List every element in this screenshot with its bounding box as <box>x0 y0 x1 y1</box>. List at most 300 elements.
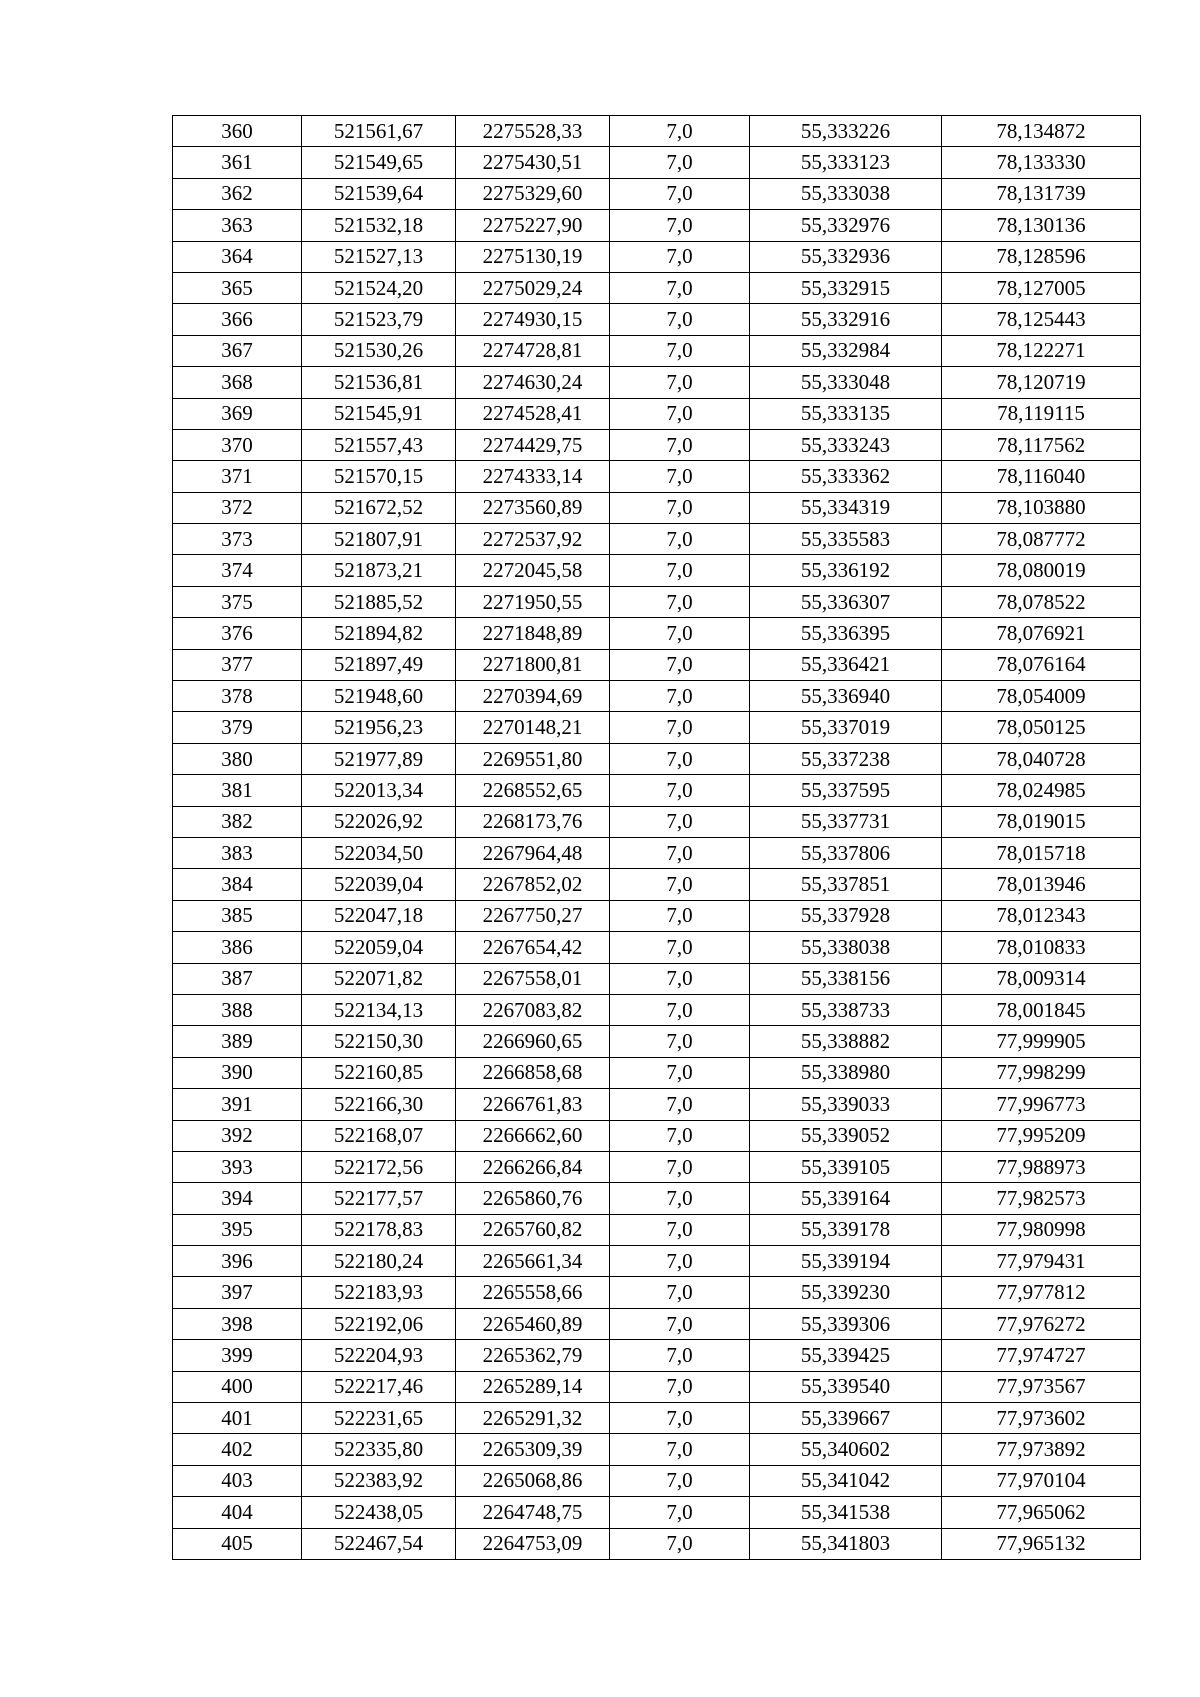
point-number-cell: 404 <box>173 1497 302 1528</box>
x-coordinate-cell: 521536,81 <box>302 367 456 398</box>
y-coordinate-cell: 2265860,76 <box>456 1183 610 1214</box>
x-coordinate-cell: 521532,18 <box>302 210 456 241</box>
y-coordinate-cell: 2264753,09 <box>456 1528 610 1559</box>
y-coordinate-cell: 2266266,84 <box>456 1151 610 1182</box>
table-row <box>173 398 1141 429</box>
tolerance-cell: 7,0 <box>610 1120 750 1151</box>
longitude-cell: 78,117562 <box>942 429 1141 460</box>
y-coordinate-cell: 2272045,58 <box>456 555 610 586</box>
table-row <box>173 335 1141 366</box>
tolerance-cell: 7,0 <box>610 1308 750 1339</box>
latitude-cell: 55,332984 <box>750 335 942 366</box>
point-number-cell: 382 <box>173 806 302 837</box>
y-coordinate-cell: 2265760,82 <box>456 1214 610 1245</box>
latitude-cell: 55,333123 <box>750 147 942 178</box>
latitude-cell: 55,339164 <box>750 1183 942 1214</box>
y-coordinate-cell: 2271950,55 <box>456 586 610 617</box>
tolerance-cell: 7,0 <box>610 1465 750 1496</box>
y-coordinate-cell: 2275029,24 <box>456 272 610 303</box>
latitude-cell: 55,339230 <box>750 1277 942 1308</box>
tolerance-cell: 7,0 <box>610 1403 750 1434</box>
latitude-cell: 55,336307 <box>750 586 942 617</box>
table-row <box>173 994 1141 1025</box>
point-number-cell: 394 <box>173 1183 302 1214</box>
tolerance-cell: 7,0 <box>610 241 750 272</box>
point-number-cell: 371 <box>173 461 302 492</box>
longitude-cell: 77,998299 <box>942 1057 1141 1088</box>
point-number-cell: 367 <box>173 335 302 366</box>
point-number-cell: 392 <box>173 1120 302 1151</box>
tolerance-cell: 7,0 <box>610 555 750 586</box>
tolerance-cell: 7,0 <box>610 461 750 492</box>
table-row <box>173 1026 1141 1057</box>
tolerance-cell: 7,0 <box>610 681 750 712</box>
tolerance-cell: 7,0 <box>610 649 750 680</box>
table-row <box>173 304 1141 335</box>
point-number-cell: 387 <box>173 963 302 994</box>
y-coordinate-cell: 2268552,65 <box>456 775 610 806</box>
y-coordinate-cell: 2269551,80 <box>456 743 610 774</box>
latitude-cell: 55,339052 <box>750 1120 942 1151</box>
latitude-cell: 55,332916 <box>750 304 942 335</box>
x-coordinate-cell: 521549,65 <box>302 147 456 178</box>
table-row <box>173 367 1141 398</box>
latitude-cell: 55,339425 <box>750 1340 942 1371</box>
y-coordinate-cell: 2270148,21 <box>456 712 610 743</box>
y-coordinate-cell: 2274728,81 <box>456 335 610 366</box>
y-coordinate-cell: 2265291,32 <box>456 1403 610 1434</box>
x-coordinate-cell: 521894,82 <box>302 618 456 649</box>
point-number-cell: 362 <box>173 178 302 209</box>
longitude-cell: 77,988973 <box>942 1151 1141 1182</box>
tolerance-cell: 7,0 <box>610 806 750 837</box>
x-coordinate-cell: 521557,43 <box>302 429 456 460</box>
table-row <box>173 147 1141 178</box>
table-row <box>173 649 1141 680</box>
tolerance-cell: 7,0 <box>610 1340 750 1371</box>
longitude-cell: 77,973602 <box>942 1403 1141 1434</box>
longitude-cell: 78,015718 <box>942 837 1141 868</box>
x-coordinate-cell: 521873,21 <box>302 555 456 586</box>
point-number-cell: 374 <box>173 555 302 586</box>
y-coordinate-cell: 2266960,65 <box>456 1026 610 1057</box>
longitude-cell: 78,024985 <box>942 775 1141 806</box>
y-coordinate-cell: 2267654,42 <box>456 932 610 963</box>
latitude-cell: 55,339540 <box>750 1371 942 1402</box>
point-number-cell: 377 <box>173 649 302 680</box>
table-row <box>173 461 1141 492</box>
point-number-cell: 383 <box>173 837 302 868</box>
table-row <box>173 116 1141 147</box>
latitude-cell: 55,337595 <box>750 775 942 806</box>
tolerance-cell: 7,0 <box>610 1089 750 1120</box>
y-coordinate-cell: 2265460,89 <box>456 1308 610 1339</box>
tolerance-cell: 7,0 <box>610 712 750 743</box>
x-coordinate-cell: 521524,20 <box>302 272 456 303</box>
point-number-cell: 361 <box>173 147 302 178</box>
table-row <box>173 1340 1141 1371</box>
longitude-cell: 78,078522 <box>942 586 1141 617</box>
y-coordinate-cell: 2264748,75 <box>456 1497 610 1528</box>
x-coordinate-cell: 521523,79 <box>302 304 456 335</box>
x-coordinate-cell: 521977,89 <box>302 743 456 774</box>
table-row <box>173 1277 1141 1308</box>
point-number-cell: 365 <box>173 272 302 303</box>
longitude-cell: 78,050125 <box>942 712 1141 743</box>
x-coordinate-cell: 521672,52 <box>302 492 456 523</box>
longitude-cell: 77,973892 <box>942 1434 1141 1465</box>
table-row <box>173 1214 1141 1245</box>
latitude-cell: 55,338156 <box>750 963 942 994</box>
latitude-cell: 55,337238 <box>750 743 942 774</box>
table-row <box>173 1246 1141 1277</box>
x-coordinate-cell: 522178,83 <box>302 1214 456 1245</box>
table-row <box>173 210 1141 241</box>
longitude-cell: 78,128596 <box>942 241 1141 272</box>
longitude-cell: 78,040728 <box>942 743 1141 774</box>
longitude-cell: 78,013946 <box>942 869 1141 900</box>
point-number-cell: 391 <box>173 1089 302 1120</box>
tolerance-cell: 7,0 <box>610 1026 750 1057</box>
longitude-cell: 77,965132 <box>942 1528 1141 1559</box>
x-coordinate-cell: 521561,67 <box>302 116 456 147</box>
table-row <box>173 837 1141 868</box>
latitude-cell: 55,339105 <box>750 1151 942 1182</box>
point-number-cell: 395 <box>173 1214 302 1245</box>
point-number-cell: 386 <box>173 932 302 963</box>
latitude-cell: 55,341538 <box>750 1497 942 1528</box>
x-coordinate-cell: 522034,50 <box>302 837 456 868</box>
y-coordinate-cell: 2267852,02 <box>456 869 610 900</box>
tolerance-cell: 7,0 <box>610 367 750 398</box>
latitude-cell: 55,334319 <box>750 492 942 523</box>
point-number-cell: 402 <box>173 1434 302 1465</box>
table-row <box>173 272 1141 303</box>
x-coordinate-cell: 522039,04 <box>302 869 456 900</box>
y-coordinate-cell: 2275227,90 <box>456 210 610 241</box>
table-row <box>173 1151 1141 1182</box>
point-number-cell: 405 <box>173 1528 302 1559</box>
table-row <box>173 1528 1141 1559</box>
point-number-cell: 366 <box>173 304 302 335</box>
longitude-cell: 78,103880 <box>942 492 1141 523</box>
y-coordinate-cell: 2275528,33 <box>456 116 610 147</box>
latitude-cell: 55,338980 <box>750 1057 942 1088</box>
tolerance-cell: 7,0 <box>610 524 750 555</box>
tolerance-cell: 7,0 <box>610 1183 750 1214</box>
table-row <box>173 1465 1141 1496</box>
tolerance-cell: 7,0 <box>610 869 750 900</box>
point-number-cell: 397 <box>173 1277 302 1308</box>
tolerance-cell: 7,0 <box>610 900 750 931</box>
x-coordinate-cell: 522177,57 <box>302 1183 456 1214</box>
x-coordinate-cell: 521530,26 <box>302 335 456 366</box>
longitude-cell: 78,076164 <box>942 649 1141 680</box>
table-row <box>173 1183 1141 1214</box>
point-number-cell: 364 <box>173 241 302 272</box>
x-coordinate-cell: 521897,49 <box>302 649 456 680</box>
point-number-cell: 370 <box>173 429 302 460</box>
latitude-cell: 55,333226 <box>750 116 942 147</box>
point-number-cell: 398 <box>173 1308 302 1339</box>
latitude-cell: 55,336421 <box>750 649 942 680</box>
table-row <box>173 712 1141 743</box>
point-number-cell: 401 <box>173 1403 302 1434</box>
longitude-cell: 77,995209 <box>942 1120 1141 1151</box>
point-number-cell: 368 <box>173 367 302 398</box>
table-row <box>173 1434 1141 1465</box>
table-row <box>173 492 1141 523</box>
x-coordinate-cell: 522204,93 <box>302 1340 456 1371</box>
point-number-cell: 376 <box>173 618 302 649</box>
table-row <box>173 681 1141 712</box>
latitude-cell: 55,332936 <box>750 241 942 272</box>
longitude-cell: 78,010833 <box>942 932 1141 963</box>
longitude-cell: 77,974727 <box>942 1340 1141 1371</box>
latitude-cell: 55,338882 <box>750 1026 942 1057</box>
table-row <box>173 963 1141 994</box>
longitude-cell: 78,125443 <box>942 304 1141 335</box>
y-coordinate-cell: 2265309,39 <box>456 1434 610 1465</box>
y-coordinate-cell: 2274333,14 <box>456 461 610 492</box>
tolerance-cell: 7,0 <box>610 1214 750 1245</box>
x-coordinate-cell: 521545,91 <box>302 398 456 429</box>
longitude-cell: 78,054009 <box>942 681 1141 712</box>
table-row <box>173 743 1141 774</box>
latitude-cell: 55,337806 <box>750 837 942 868</box>
point-number-cell: 385 <box>173 900 302 931</box>
y-coordinate-cell: 2273560,89 <box>456 492 610 523</box>
x-coordinate-cell: 522180,24 <box>302 1246 456 1277</box>
longitude-cell: 78,134872 <box>942 116 1141 147</box>
longitude-cell: 78,116040 <box>942 461 1141 492</box>
y-coordinate-cell: 2265362,79 <box>456 1340 610 1371</box>
tolerance-cell: 7,0 <box>610 775 750 806</box>
table-row <box>173 1371 1141 1402</box>
longitude-cell: 78,001845 <box>942 994 1141 1025</box>
table-row <box>173 618 1141 649</box>
y-coordinate-cell: 2272537,92 <box>456 524 610 555</box>
y-coordinate-cell: 2274429,75 <box>456 429 610 460</box>
table-row <box>173 1089 1141 1120</box>
tolerance-cell: 7,0 <box>610 178 750 209</box>
latitude-cell: 55,337019 <box>750 712 942 743</box>
longitude-cell: 77,980998 <box>942 1214 1141 1245</box>
latitude-cell: 55,332976 <box>750 210 942 241</box>
point-number-cell: 380 <box>173 743 302 774</box>
tolerance-cell: 7,0 <box>610 586 750 617</box>
x-coordinate-cell: 522217,46 <box>302 1371 456 1402</box>
x-coordinate-cell: 521807,91 <box>302 524 456 555</box>
table-row <box>173 900 1141 931</box>
table-row <box>173 1403 1141 1434</box>
latitude-cell: 55,333243 <box>750 429 942 460</box>
tolerance-cell: 7,0 <box>610 147 750 178</box>
latitude-cell: 55,332915 <box>750 272 942 303</box>
coordinates-table <box>172 115 1141 1560</box>
table-row <box>173 806 1141 837</box>
latitude-cell: 55,333048 <box>750 367 942 398</box>
latitude-cell: 55,335583 <box>750 524 942 555</box>
x-coordinate-cell: 522172,56 <box>302 1151 456 1182</box>
tolerance-cell: 7,0 <box>610 210 750 241</box>
tolerance-cell: 7,0 <box>610 1246 750 1277</box>
table-row <box>173 586 1141 617</box>
tolerance-cell: 7,0 <box>610 963 750 994</box>
x-coordinate-cell: 521956,23 <box>302 712 456 743</box>
point-number-cell: 373 <box>173 524 302 555</box>
latitude-cell: 55,337928 <box>750 900 942 931</box>
point-number-cell: 390 <box>173 1057 302 1088</box>
y-coordinate-cell: 2265661,34 <box>456 1246 610 1277</box>
x-coordinate-cell: 522071,82 <box>302 963 456 994</box>
longitude-cell: 77,976272 <box>942 1308 1141 1339</box>
table-row <box>173 178 1141 209</box>
y-coordinate-cell: 2266761,83 <box>456 1089 610 1120</box>
y-coordinate-cell: 2266858,68 <box>456 1057 610 1088</box>
x-coordinate-cell: 522183,93 <box>302 1277 456 1308</box>
tolerance-cell: 7,0 <box>610 743 750 774</box>
longitude-cell: 78,130136 <box>942 210 1141 241</box>
table-row <box>173 524 1141 555</box>
x-coordinate-cell: 522026,92 <box>302 806 456 837</box>
y-coordinate-cell: 2275130,19 <box>456 241 610 272</box>
latitude-cell: 55,337851 <box>750 869 942 900</box>
table-row <box>173 429 1141 460</box>
latitude-cell: 55,333038 <box>750 178 942 209</box>
y-coordinate-cell: 2265289,14 <box>456 1371 610 1402</box>
y-coordinate-cell: 2274528,41 <box>456 398 610 429</box>
longitude-cell: 77,996773 <box>942 1089 1141 1120</box>
x-coordinate-cell: 522013,34 <box>302 775 456 806</box>
longitude-cell: 77,979431 <box>942 1246 1141 1277</box>
table-row <box>173 1057 1141 1088</box>
table-row <box>173 241 1141 272</box>
latitude-cell: 55,341042 <box>750 1465 942 1496</box>
y-coordinate-cell: 2268173,76 <box>456 806 610 837</box>
point-number-cell: 388 <box>173 994 302 1025</box>
tolerance-cell: 7,0 <box>610 398 750 429</box>
y-coordinate-cell: 2265068,86 <box>456 1465 610 1496</box>
tolerance-cell: 7,0 <box>610 304 750 335</box>
x-coordinate-cell: 521885,52 <box>302 586 456 617</box>
longitude-cell: 77,965062 <box>942 1497 1141 1528</box>
latitude-cell: 55,333135 <box>750 398 942 429</box>
latitude-cell: 55,338038 <box>750 932 942 963</box>
point-number-cell: 384 <box>173 869 302 900</box>
latitude-cell: 55,338733 <box>750 994 942 1025</box>
longitude-cell: 78,133330 <box>942 147 1141 178</box>
tolerance-cell: 7,0 <box>610 1371 750 1402</box>
tolerance-cell: 7,0 <box>610 1497 750 1528</box>
latitude-cell: 55,337731 <box>750 806 942 837</box>
table-row <box>173 932 1141 963</box>
latitude-cell: 55,340602 <box>750 1434 942 1465</box>
latitude-cell: 55,339306 <box>750 1308 942 1339</box>
tolerance-cell: 7,0 <box>610 1151 750 1182</box>
y-coordinate-cell: 2267964,48 <box>456 837 610 868</box>
tolerance-cell: 7,0 <box>610 492 750 523</box>
y-coordinate-cell: 2274630,24 <box>456 367 610 398</box>
tolerance-cell: 7,0 <box>610 994 750 1025</box>
longitude-cell: 77,977812 <box>942 1277 1141 1308</box>
y-coordinate-cell: 2271800,81 <box>456 649 610 680</box>
longitude-cell: 77,973567 <box>942 1371 1141 1402</box>
table-row <box>173 775 1141 806</box>
point-number-cell: 363 <box>173 210 302 241</box>
longitude-cell: 77,999905 <box>942 1026 1141 1057</box>
tolerance-cell: 7,0 <box>610 335 750 366</box>
longitude-cell: 78,127005 <box>942 272 1141 303</box>
longitude-cell: 78,120719 <box>942 367 1141 398</box>
x-coordinate-cell: 522134,13 <box>302 994 456 1025</box>
table-row <box>173 1120 1141 1151</box>
latitude-cell: 55,336940 <box>750 681 942 712</box>
y-coordinate-cell: 2270394,69 <box>456 681 610 712</box>
longitude-cell: 78,122271 <box>942 335 1141 366</box>
point-number-cell: 389 <box>173 1026 302 1057</box>
longitude-cell: 78,009314 <box>942 963 1141 994</box>
x-coordinate-cell: 522467,54 <box>302 1528 456 1559</box>
latitude-cell: 55,339178 <box>750 1214 942 1245</box>
point-number-cell: 375 <box>173 586 302 617</box>
y-coordinate-cell: 2267750,27 <box>456 900 610 931</box>
latitude-cell: 55,336192 <box>750 555 942 586</box>
longitude-cell: 77,970104 <box>942 1465 1141 1496</box>
y-coordinate-cell: 2274930,15 <box>456 304 610 335</box>
y-coordinate-cell: 2267083,82 <box>456 994 610 1025</box>
table-row <box>173 1308 1141 1339</box>
latitude-cell: 55,339194 <box>750 1246 942 1277</box>
x-coordinate-cell: 522438,05 <box>302 1497 456 1528</box>
tolerance-cell: 7,0 <box>610 1434 750 1465</box>
point-number-cell: 396 <box>173 1246 302 1277</box>
tolerance-cell: 7,0 <box>610 932 750 963</box>
longitude-cell: 77,982573 <box>942 1183 1141 1214</box>
tolerance-cell: 7,0 <box>610 272 750 303</box>
tolerance-cell: 7,0 <box>610 116 750 147</box>
x-coordinate-cell: 522047,18 <box>302 900 456 931</box>
x-coordinate-cell: 522192,06 <box>302 1308 456 1339</box>
tolerance-cell: 7,0 <box>610 1277 750 1308</box>
y-coordinate-cell: 2275430,51 <box>456 147 610 178</box>
point-number-cell: 399 <box>173 1340 302 1371</box>
x-coordinate-cell: 521570,15 <box>302 461 456 492</box>
table-row <box>173 869 1141 900</box>
x-coordinate-cell: 522150,30 <box>302 1026 456 1057</box>
x-coordinate-cell: 522166,30 <box>302 1089 456 1120</box>
tolerance-cell: 7,0 <box>610 618 750 649</box>
tolerance-cell: 7,0 <box>610 429 750 460</box>
latitude-cell: 55,341803 <box>750 1528 942 1559</box>
latitude-cell: 55,336395 <box>750 618 942 649</box>
x-coordinate-cell: 521527,13 <box>302 241 456 272</box>
longitude-cell: 78,087772 <box>942 524 1141 555</box>
x-coordinate-cell: 522335,80 <box>302 1434 456 1465</box>
point-number-cell: 381 <box>173 775 302 806</box>
y-coordinate-cell: 2275329,60 <box>456 178 610 209</box>
y-coordinate-cell: 2265558,66 <box>456 1277 610 1308</box>
tolerance-cell: 7,0 <box>610 837 750 868</box>
table-row <box>173 555 1141 586</box>
longitude-cell: 78,131739 <box>942 178 1141 209</box>
longitude-cell: 78,012343 <box>942 900 1141 931</box>
table-row <box>173 1497 1141 1528</box>
point-number-cell: 378 <box>173 681 302 712</box>
tolerance-cell: 7,0 <box>610 1057 750 1088</box>
point-number-cell: 379 <box>173 712 302 743</box>
longitude-cell: 78,119115 <box>942 398 1141 429</box>
